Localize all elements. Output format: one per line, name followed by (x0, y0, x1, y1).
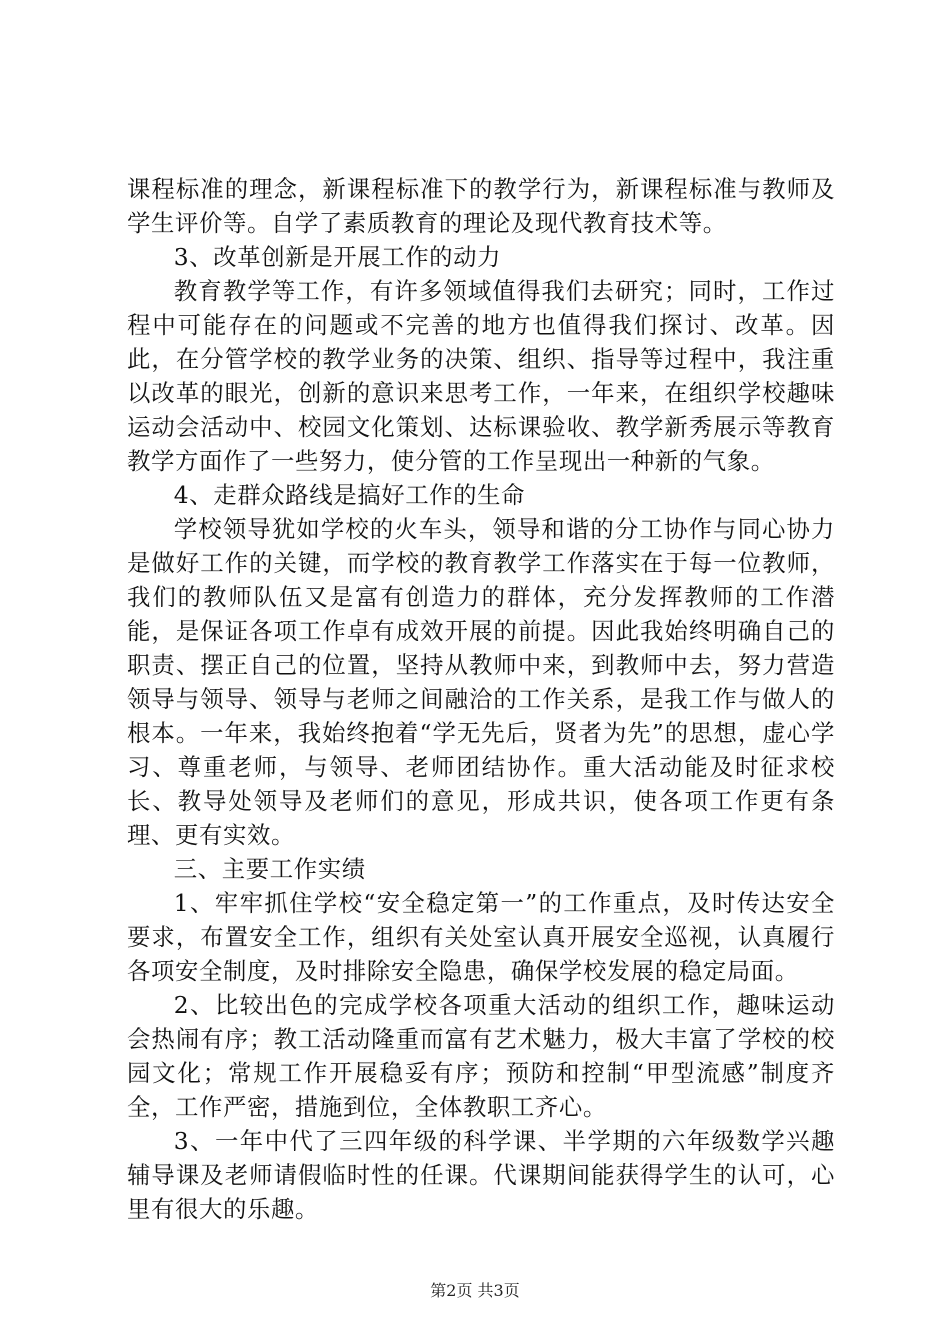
heading-mass-line: 4、走群众路线是搞好工作的生命 (173, 481, 526, 509)
heading-reform-innovation: 3、改革创新是开展工作的动力 (173, 243, 502, 271)
document-body (127, 172, 835, 1226)
paragraph-achievement-1: 1、牢牢抓住学校“安全稳定第一”的工作重点，及时传达安全要求，布置安全工作，组织有关处室认真开展安全巡视，认真履行各项安全制度，及时排除安全隐患，确保学校发展的稳定局面。 (127, 889, 835, 985)
paragraph-1: 课程标准的理念，新课程标准下的教学行为，新课程标准与教师及学生评价等。自学了素质教育的理论及现代教育技术等。 (127, 175, 835, 237)
paragraph-achievement-2: 2、比较出色的完成学校各项重大活动的组织工作，趣味运动会热闹有序；教工活动隆重而富有艺术魅力，极大丰富了学校的校园文化；常规工作开展稳妥有序；预防和控制“甲型流感”制度齐全，工作严密，措施到位，全体教职工齐心。 (127, 991, 835, 1121)
paragraph-achievement-3: 3、一年中代了三四年级的科学课、半学期的六年级数学兴趣辅导课及老师请假临时性的任课。代课期间能获得学生的认可，心里有很大的乐趣。 (127, 1127, 835, 1223)
paragraph-reform: 教育教学等工作，有许多领域值得我们去研究；同时，工作过程中可能存在的问题或不完善的地方也值得我们探讨、改革。因此，在分管学校的教学业务的决策、组织、指导等过程中，我注重以改革的眼光，创新的意识来思考工作，一年来，在组织学校趣味运动会活动中、校园文化策划、达标课验收、教学新秀展示等教育教学方面作了一些努力，使分管的工作呈现出一种新的气象。 (127, 277, 835, 475)
paragraph-mass-line: 学校领导犹如学校的火车头，领导和谐的分工协作与同心协力是做好工作的关键，而学校的教育教学工作落实在于每一位教师，我们的教师队伍又是富有创造力的群体，充分发挥教师的工作潜能，是保证各项工作卓有成效开展的前提。因此我始终明确自己的职责、摆正自己的位置，坚持从教师中来，到教师中去，努力营造领导与领导、领导与老师之间融洽的工作关系，是我工作与做人的根本。一年来，我始终抱着“学无先后，贤者为先”的思想，虚心学习、尊重老师，与领导、老师团结协作。重大活动能及时征求校长、教导处领导及老师们的意见，形成共识，使各项工作更有条理、更有实效。 (127, 515, 835, 849)
page-footer: 第2页 共3页 (430, 1281, 520, 1300)
heading-main-achievements: 三、主要工作实绩 (173, 855, 366, 883)
